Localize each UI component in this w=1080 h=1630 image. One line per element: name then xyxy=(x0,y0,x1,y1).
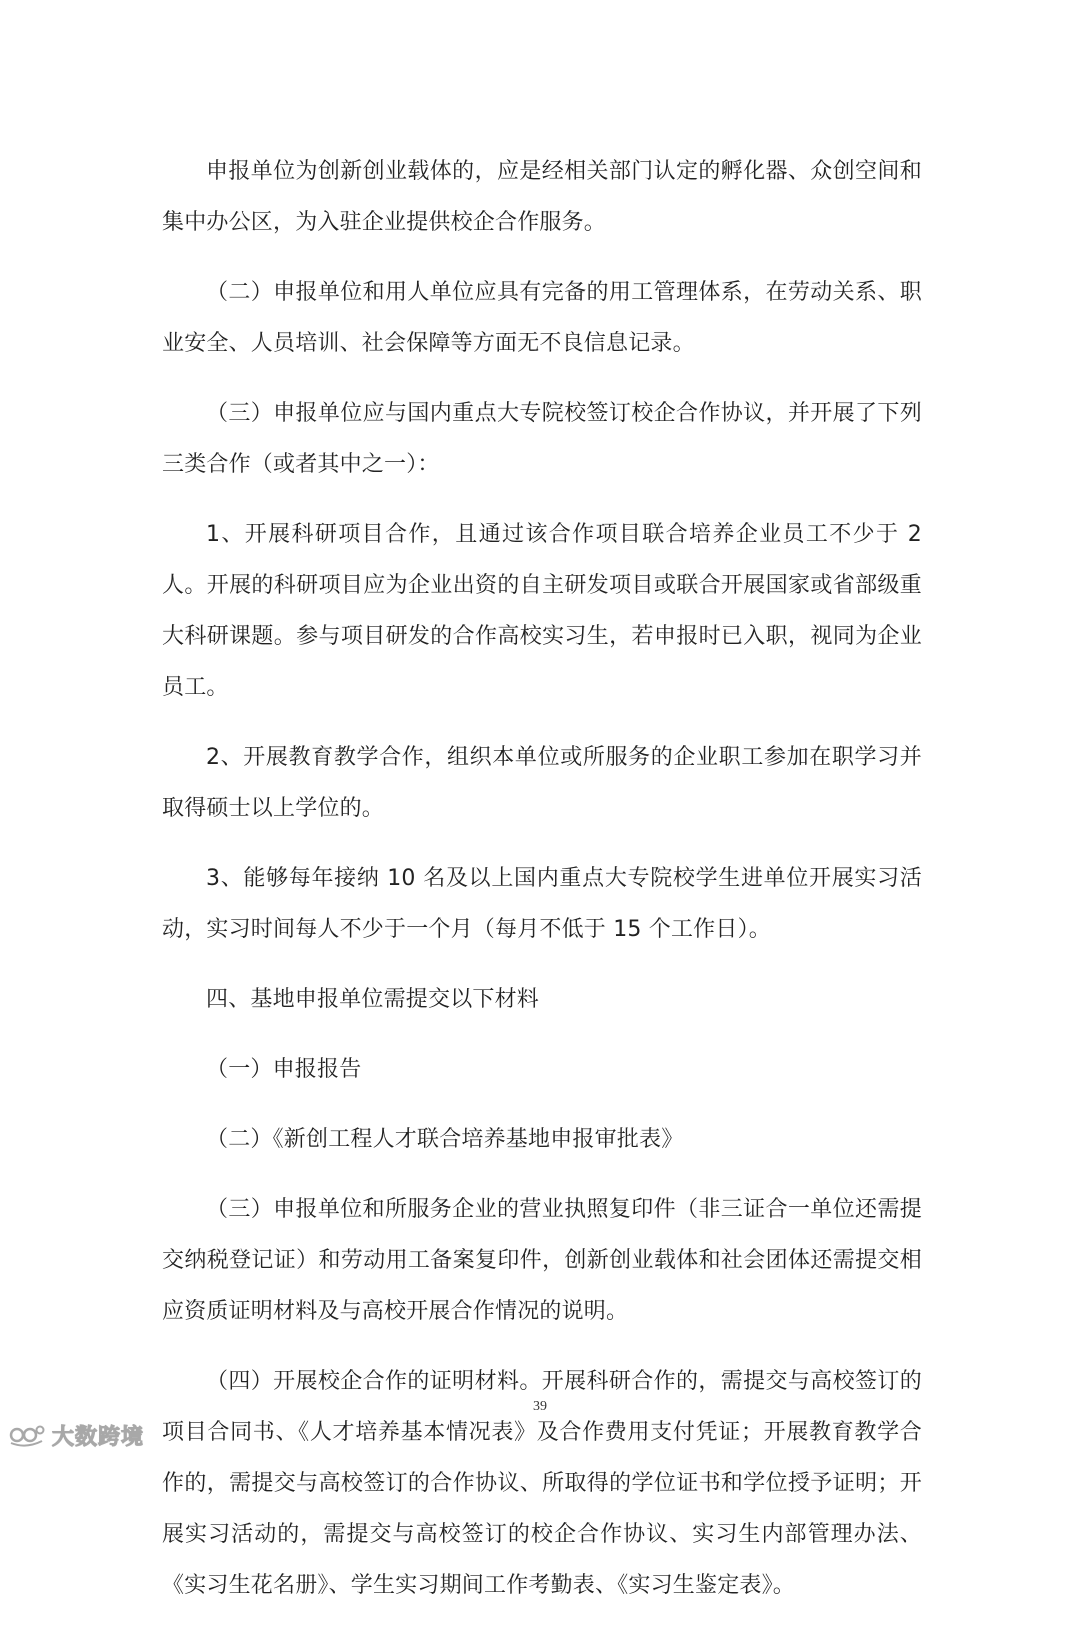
page-number: 39 xyxy=(533,1399,547,1414)
paragraph-research-cooperation: 1、开展科研项目合作，且通过该合作项目联合培养企业员工不少于 2 人。开展的科研项目应为企业出资的自主研发项目或联合开展国家或省部级重大科研课题。参与项目研发的合作高校实习生，若申报时已入职，视同为企业员工。 xyxy=(162,522,922,700)
paragraph-education-cooperation: 2、开展教育教学合作，组织本单位或所服务的企业职工参加在职学习并取得硕士以上学位的。 xyxy=(162,745,922,821)
paragraph-internship-cooperation: 3、能够每年接纳 10 名及以上国内重点大专院校学生进单位开展实习活动，实习时间每人不少于一个月（每月不低于 15 个工作日）。 xyxy=(162,866,922,942)
paragraph-employment-system: （二）申报单位和用人单位应具有完备的用工管理体系，在劳动关系、职业安全、人员培训、社会保障等方面无不良信息记录。 xyxy=(162,280,922,356)
list-item-license-copies: （三）申报单位和所服务企业的营业执照复印件（非三证合一单位还需提交纳税登记证）和劳动用工备案复印件，创新创业载体和社会团体还需提交相应资质证明材料及与高校开展合作情况的说明。 xyxy=(162,1197,922,1324)
dashuju-logo-icon xyxy=(8,1421,46,1449)
section-heading-materials: 四、基地申报单位需提交以下材料 xyxy=(206,987,540,1012)
list-item-approval-form: （二）《新创工程人才联合培养基地申报审批表》 xyxy=(206,1127,684,1152)
watermark xyxy=(8,1418,144,1452)
paragraph-cooperation-agreement: （三）申报单位应与国内重点大专院校签订校企合作协议，并开展了下列三类合作（或者其中之一）： xyxy=(162,401,922,477)
watermark-text: 大数跨境 xyxy=(52,1424,145,1450)
list-item-proof-materials: （四）开展校企合作的证明材料。开展科研合作的，需提交与高校签订的项目合同书、《人才培养基本情况表》及合作费用支付凭证；开展教育教学合作的，需提交与高校签订的合作协议、所取得的学位证书和学位授予证明；开展实习活动的，需提交与高校签订的校企合作协议、实习生内部管理办法、《实习生花名册》、学生实习期间工作考勤表、《实习生鉴定表》。 xyxy=(162,1369,922,1598)
paragraph-incubator-requirement: 申报单位为创新创业载体的，应是经相关部门认定的孵化器、众创空间和集中办公区，为入驻企业提供校企合作服务。 xyxy=(162,159,922,235)
list-item-report: （一）申报报告 xyxy=(206,1057,362,1082)
